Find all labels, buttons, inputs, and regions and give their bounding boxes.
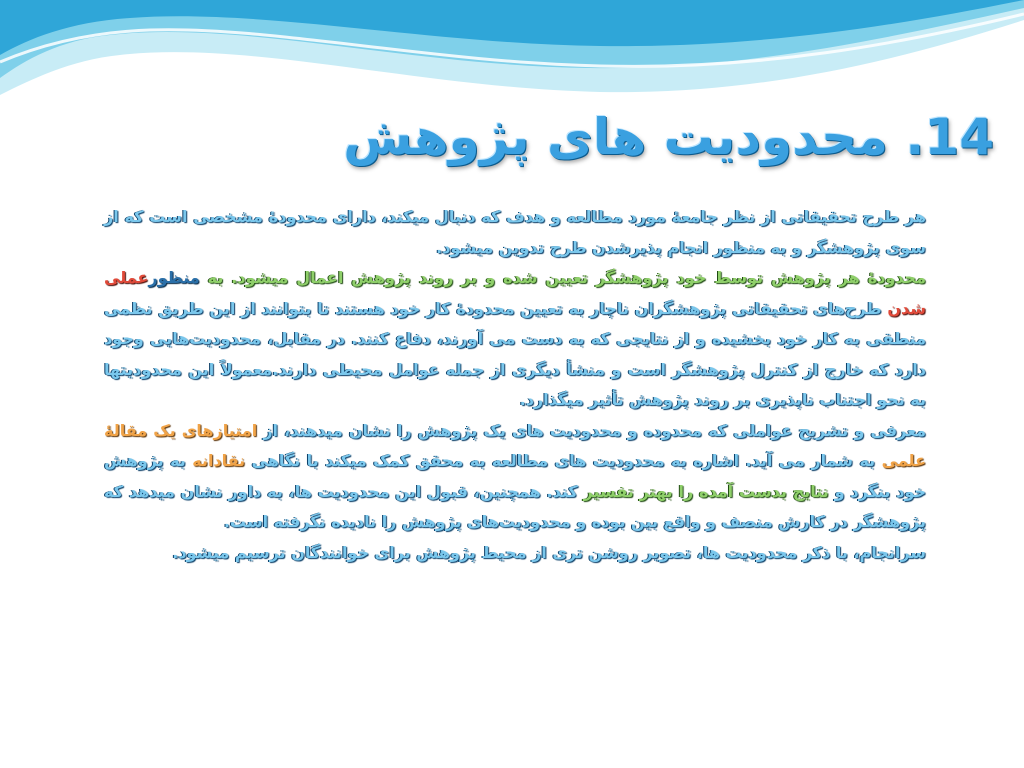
text-span: منظور bbox=[148, 268, 200, 287]
text-span: کند. همچنین، قبول این محدودیت ها، به داور نشان میدهد که پژوهشگر در کارش منصف و واقع بین بوده و محدودیت‌های پژوهش را نادیده نگرفته است. bbox=[104, 481, 926, 531]
text-span: نقادانه bbox=[192, 451, 246, 470]
paragraph bbox=[104, 538, 926, 569]
text-span: به پژوهش خود بنگرد و bbox=[104, 451, 926, 501]
slide-title: 14. محدودیت های پژوهش bbox=[343, 108, 994, 166]
slide-body bbox=[104, 202, 926, 568]
text-span: نتایج بدست آمده را بهتر تفسیر bbox=[583, 481, 829, 501]
text-span: سرانجام، با ذکر محدودیت ها، تصویر روشن تری از محیط پژوهش برای خوانندگان ترسیم میشود. bbox=[172, 542, 926, 562]
text-span: امتیازهای یک مقالۀ علمی bbox=[104, 420, 927, 470]
text-span: طرح‌های تحقیقاتی پژوهشگران ناچار به تعیین محدودۀ کار خود هستند تا بتوانند از این طریق نظمی منطقی به کار خود بخشیده و از نتایجی که به دست می آورند، دفاع کنند. در مقابل، محدودیت‌هایی وجود دارد که خارج از کنترل پژوهشگر است و منشأ دیگری از جمله عوامل محیطی دارند.معمولاً این محدودیتها به نحو اجتناب ناپذیری بر روند پژوهش تأثیر میگذارد. bbox=[104, 298, 926, 409]
text-span: هر طرح تحقیقاتی از نظر جامعۀ مورد مطالعه و هدف که دنبال میکند، دارای محدودۀ مشخصی است که از سوی پژوهشگر و به منظور انجام پذیرشدن طرح تدوین میشود. bbox=[104, 207, 926, 257]
paragraph bbox=[104, 263, 926, 416]
text-span: محدودۀ هر پژوهش توسط خود پژوهشگر تعیین شده و بر روند پژوهش اعمال میشود. به bbox=[199, 268, 926, 287]
text-span: به شمار می آید. اشاره به محدودیت های مطالعه به محقق کمک میکند با نگاهی bbox=[245, 451, 882, 470]
text-span: عملی شدن bbox=[104, 268, 926, 318]
paragraph bbox=[104, 202, 926, 263]
paragraph bbox=[104, 416, 926, 538]
text-span: معرفی و تشریح عواملی که محدوده و محدودیت های یک پژوهش را نشان میدهند، از bbox=[257, 420, 927, 440]
